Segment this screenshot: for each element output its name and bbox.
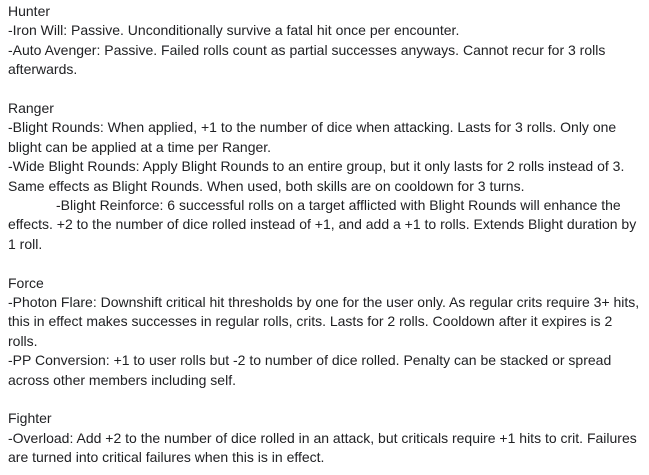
skill-pp-conversion: -PP Conversion: +1 to user rolls but -2 to number of dice rolled. Penalty can be stacked or spread across other members including self. <box>8 352 612 388</box>
skill-auto-avenger: -Auto Avenger: Passive. Failed rolls count as partial successes anyways. Cannot recur for 3 rolls afterwards. <box>8 41 606 78</box>
section-title-hunter: Hunter <box>8 3 51 19</box>
skill-photon-flare: -Photon Flare: Downshift critical hit thresholds by one for the user only. As regular crits require 3+ hits, this in effect makes successes in regular rolls, crits. Lasts for 2 rolls. Cooldown after it expires is 2 rolls. <box>8 294 640 349</box>
section-title-force: Force <box>8 274 44 291</box>
skill-overload: -Overload: Add +2 to the number of dice rolled in an attack, but criticals require +1 hits to crit. Failures are turned into critical failures when this is in effect. <box>8 429 637 466</box>
paragraph-spacer <box>8 254 645 273</box>
paragraph-spacer <box>8 390 645 409</box>
paragraph-spacer <box>8 80 645 99</box>
skill-blight-reinforce: -Blight Reinforce: 6 successful rolls on a target afflicted with Blight Rounds will enhance the effects. +2 to the number of dice rolled instead of +1, and add a +1 to rolls. Extends Blight duration by 1 roll. <box>8 197 637 252</box>
section-title-fighter: Fighter <box>8 410 52 427</box>
skill-iron-will: -Iron Will: Passive. Unconditionally survive a fatal hit once per encounter. <box>8 22 460 39</box>
document-body <box>8 2 645 468</box>
section-title-ranger: Ranger <box>8 100 54 117</box>
skill-wide-blight-rounds: -Wide Blight Rounds: Apply Blight Rounds to an entire group, but it only lasts for 2 rolls instead of 3. Same effects as Blight Rounds. When used, both skills are on cooldown for 3 turns. <box>8 158 625 194</box>
skill-blight-rounds: -Blight Rounds: When applied, +1 to the number of dice when attacking. Lasts for 3 rolls. Only one blight can be applied at a time per Ranger. <box>8 119 617 155</box>
